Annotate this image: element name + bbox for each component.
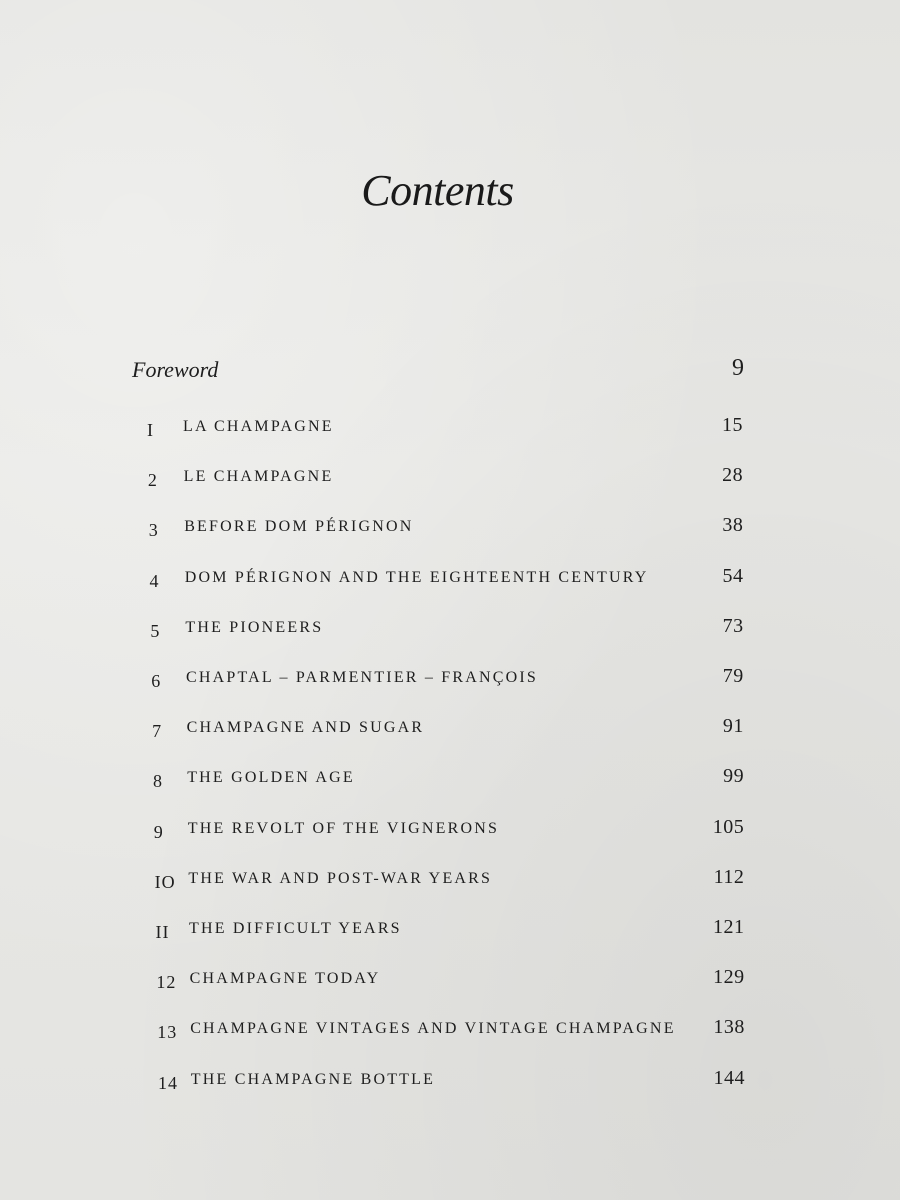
chapter-number: 5	[150, 620, 161, 641]
chapter-title: THE DIFFICULT YEARS	[189, 920, 402, 937]
chapter-page-number: 28	[722, 464, 744, 487]
chapter-number: 9	[153, 821, 164, 842]
toc-chapter-row	[0, 715, 900, 753]
toc-chapter-row	[0, 564, 900, 603]
chapter-title: CHAMPAGNE AND SUGAR	[186, 719, 425, 737]
chapter-page-number: 38	[722, 514, 744, 537]
chapter-page-number: 91	[722, 715, 744, 738]
chapter-number: 4	[149, 570, 160, 591]
chapter-number: 8	[152, 771, 163, 792]
foreword-page-number: 9	[732, 355, 744, 381]
chapter-page-number: 138	[713, 1016, 745, 1039]
chapter-number: 12	[156, 972, 177, 993]
toc-chapter-row	[0, 1066, 900, 1105]
chapter-title: LA CHAMPAGNE	[183, 418, 334, 435]
chapter-page-number: 73	[722, 614, 744, 637]
chapter-number: II	[155, 922, 170, 942]
chapter-page-number: 99	[723, 765, 745, 788]
chapter-title: LE CHAMPAGNE	[183, 468, 334, 486]
toc-chapter-row	[0, 514, 900, 552]
toc-chapter-row	[0, 865, 900, 904]
chapter-number: 3	[148, 520, 159, 541]
chapter-title: THE GOLDEN AGE	[187, 769, 355, 787]
chapter-title: DOM PÉRIGNON AND THE EIGHTEENTH CENTURY	[184, 568, 649, 586]
chapter-page-number: 129	[713, 966, 745, 989]
toc-chapter-row	[0, 916, 900, 954]
chapter-title: CHAMPAGNE TODAY	[189, 970, 381, 988]
toc-chapter-row	[0, 464, 900, 502]
chapter-page-number: 105	[712, 815, 745, 838]
toc-chapter-row	[0, 1016, 900, 1054]
chapter-title: THE WAR AND POST-WAR YEARS	[188, 869, 493, 887]
chapter-number: 7	[152, 721, 163, 742]
chapter-title: THE PIONEERS	[185, 618, 324, 636]
foreword-label: Foreword	[132, 357, 219, 382]
chapter-number: 2	[147, 470, 158, 491]
chapter-page-number: 112	[713, 865, 745, 888]
page-title: Contents	[361, 166, 514, 215]
toc-chapter-row	[0, 765, 900, 803]
chapter-number: I	[147, 420, 154, 440]
chapter-number: 14	[158, 1072, 179, 1093]
chapter-page-number: 54	[722, 564, 744, 587]
chapter-title: BEFORE DOM PÉRIGNON	[184, 518, 414, 536]
toc-chapter-row	[0, 665, 900, 703]
chapter-title: CHAMPAGNE VINTAGES AND VINTAGE CHAMPAGNE	[190, 1020, 676, 1038]
toc-chapter-row	[0, 966, 900, 1004]
chapter-page-number: 121	[713, 916, 745, 938]
toc-chapter-row	[0, 614, 900, 653]
chapter-page-number: 79	[722, 665, 744, 687]
chapter-page-number: 15	[722, 414, 743, 436]
chapter-title: CHAPTAL – PARMENTIER – FRANÇOIS	[186, 669, 538, 686]
chapter-number: 6	[151, 671, 162, 691]
toc-chapter-row	[0, 815, 900, 854]
chapter-number: 13	[157, 1022, 178, 1043]
chapter-number: IO	[154, 871, 176, 892]
chapter-title: THE CHAMPAGNE BOTTLE	[190, 1070, 436, 1088]
chapter-page-number: 144	[713, 1066, 745, 1089]
toc-chapter-row	[0, 414, 900, 452]
chapter-title: THE REVOLT OF THE VIGNERONS	[187, 819, 500, 837]
